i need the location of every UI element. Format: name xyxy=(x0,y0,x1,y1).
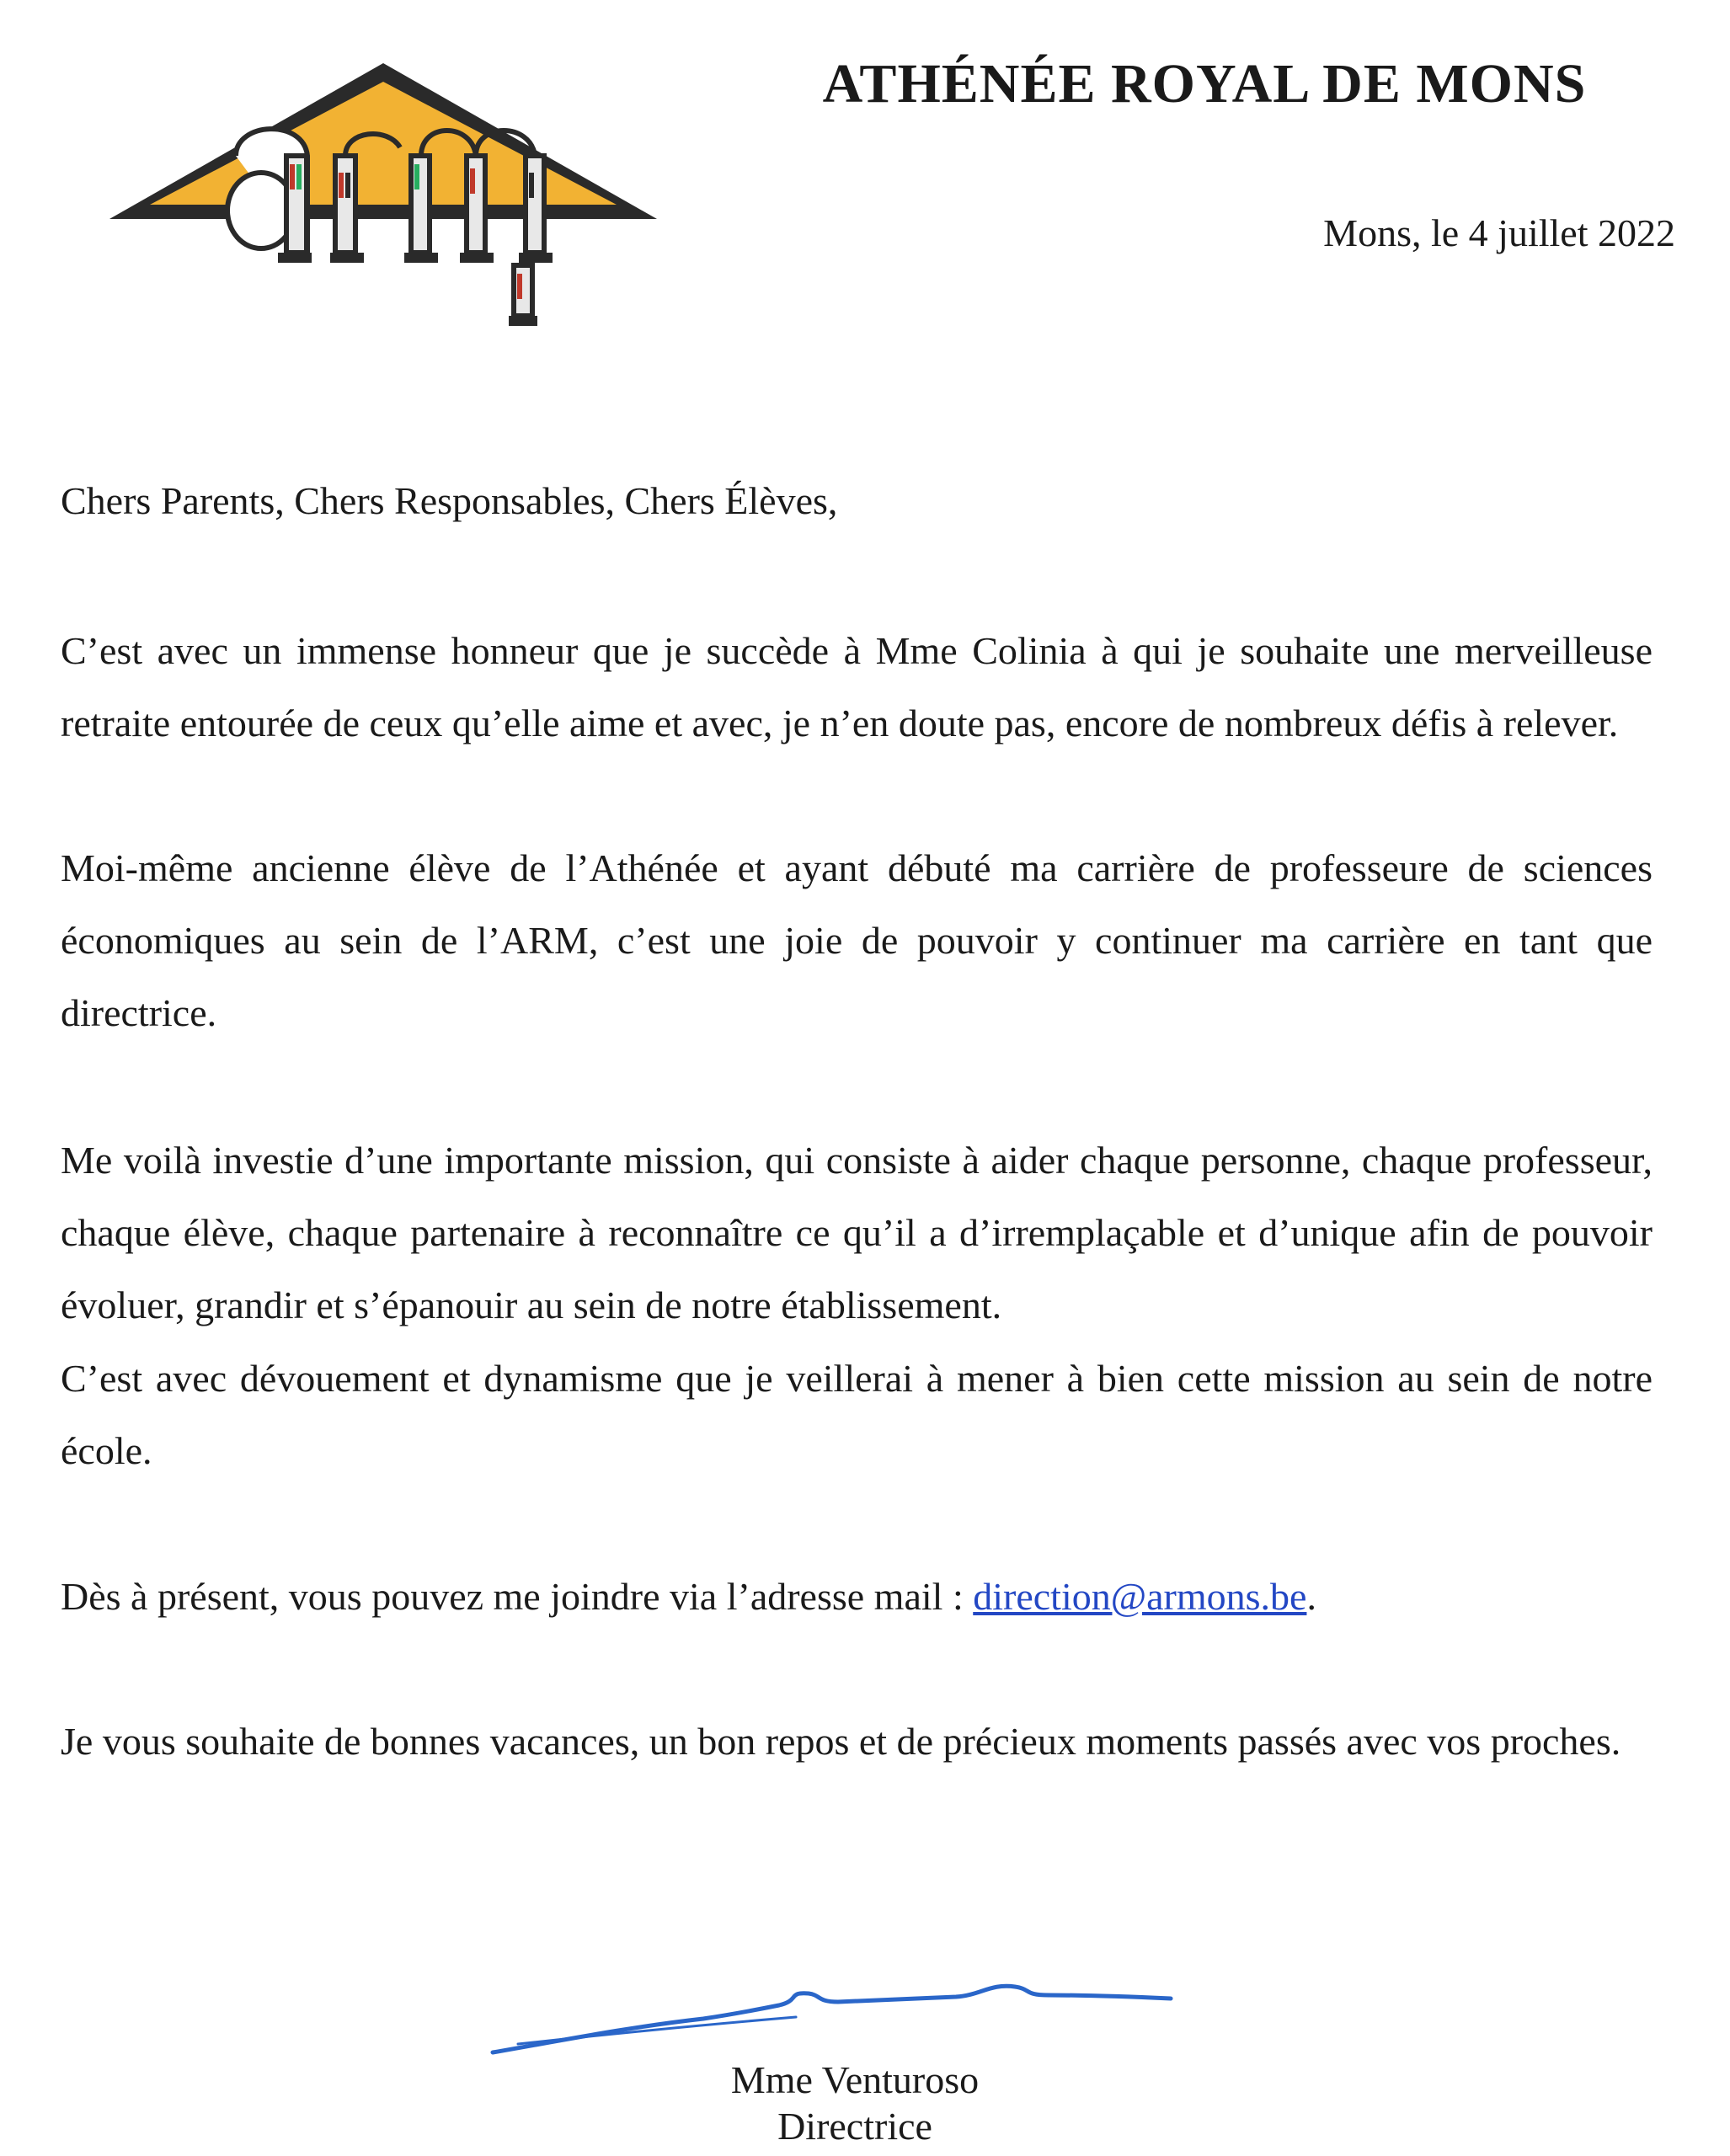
school-name: ATHÉNÉE ROYAL DE MONS xyxy=(822,53,1587,115)
school-logo xyxy=(109,63,657,337)
paragraph-contact xyxy=(61,1561,1653,1633)
paragraph-2: Moi-même ancienne élève de l’Athénée et ayant débuté ma carrière de professeure de sciences économiques au sein de l’ARM, c’est une joie de pouvoir y continuer ma carrière en tant que directrice. xyxy=(61,846,1653,1034)
letter-date: Mons, le 4 juillet 2022 xyxy=(1323,211,1675,254)
paragraph-1: C’est avec un immense honneur que je succède à Mme Colinia à qui je souhaite une merveilleuse retraite entourée de ceux qu’elle aime et avec, je n’en doute pas, encore de nombreux défis à relever. xyxy=(61,629,1653,744)
email-link[interactable]: direction@armons.be xyxy=(973,1575,1307,1618)
contact-suffix: . xyxy=(1306,1575,1316,1618)
signature-scribble xyxy=(484,1958,1175,2068)
signer-name: Mme Venturoso xyxy=(730,2058,980,2101)
paragraph-4: C’est avec dévouement et dynamisme que je veillerai à mener à bien cette mission au sein de notre école. xyxy=(61,1357,1653,1472)
signer-title: Directrice xyxy=(777,2105,932,2148)
paragraph-3: Me voilà investie d’une importante mission, qui consiste à aider chaque personne, chaque professeur, chaque élève, chaque partenaire à reconnaître ce qu’il a d’irremplaçable et d’unique afin de pouvoir évoluer, grandir et s’épanouir au sein de notre établissement. xyxy=(61,1139,1653,1326)
contact-text: Dès à présent, vous pouvez me joindre via l’adresse mail : xyxy=(61,1575,974,1618)
paragraph-closing: Je vous souhaite de bonnes vacances, un bon repos et de précieux moments passés avec vos proches. xyxy=(61,1720,1621,1763)
letter-greeting: Chers Parents, Chers Responsables, Chers Élèves, xyxy=(61,479,838,522)
